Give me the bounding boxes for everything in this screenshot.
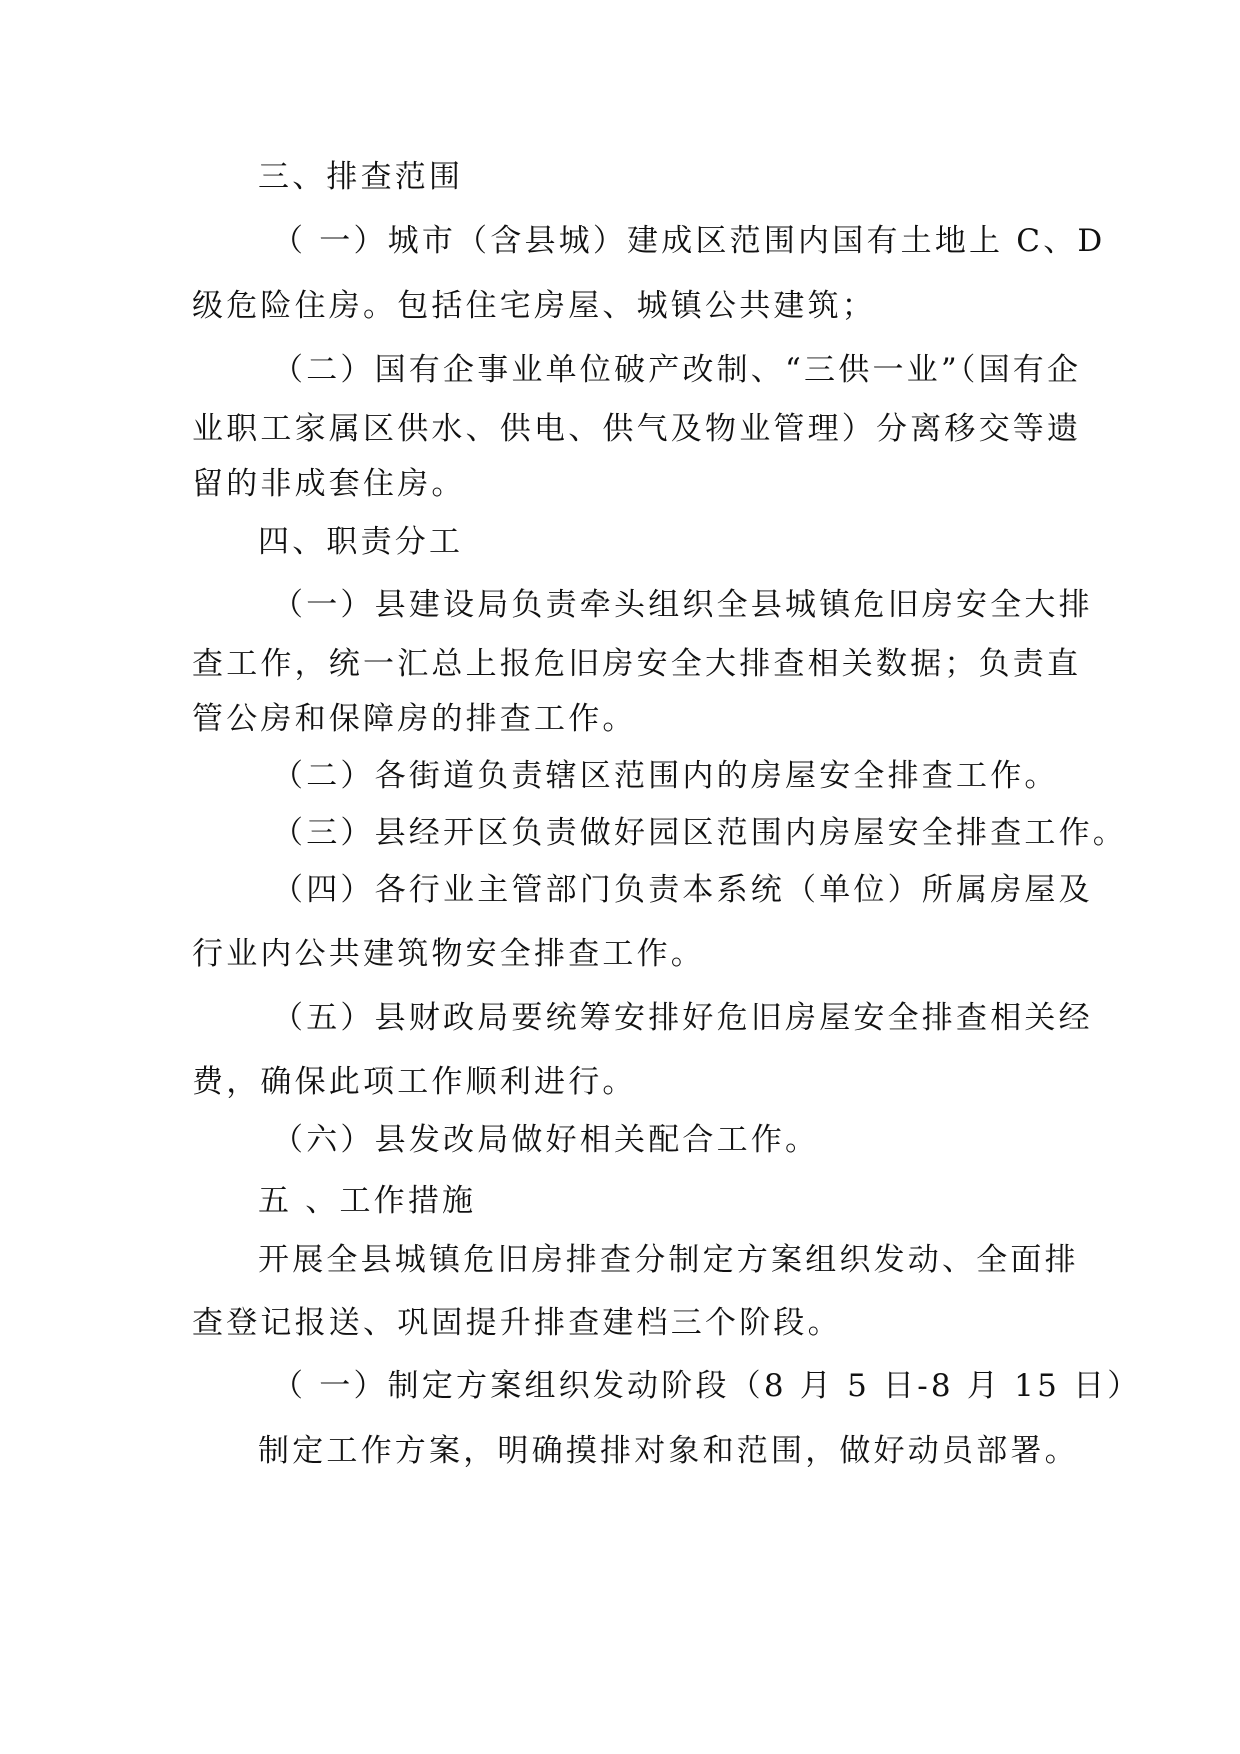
- paragraph-line: （一）县建设局负责牵头组织全县城镇危旧房安全大排: [272, 587, 1093, 623]
- paragraph-line: 查登记报送、巩固提升排查建档三个阶段。: [192, 1305, 842, 1341]
- paragraph-line: （ 一）制定方案组织发动阶段（8 月 5 日-8 月 15 日）: [272, 1368, 1142, 1404]
- paragraph-line: 管公房和保障房的排查工作。: [192, 701, 637, 737]
- paragraph-line: （四）各行业主管部门负责本系统（单位）所属房屋及: [272, 872, 1093, 908]
- paragraph-line: （二）国有企事业单位破产改制、“三供一业”（国有企: [272, 352, 1082, 388]
- paragraph-line: （三）县经开区负责做好园区范围内房屋安全排查工作。: [272, 815, 1127, 851]
- paragraph-line: 开展全县城镇危旧房排查分制定方案组织发动、全面排: [258, 1242, 1079, 1278]
- paragraph-line: 费，确保此项工作顺利进行。: [192, 1064, 637, 1100]
- paragraph-line: 业职工家属区供水、供电、供气及物业管理）分离移交等遗: [192, 411, 1082, 447]
- paragraph-line: （二）各街道负责辖区范围内的房屋安全排查工作。: [272, 758, 1059, 794]
- paragraph-line: （五）县财政局要统筹安排好危旧房屋安全排查相关经: [272, 1000, 1093, 1036]
- paragraph-line: 制定工作方案，明确摸排对象和范围，做好动员部署。: [258, 1433, 1079, 1469]
- paragraph-line: 级危险住房。包括住宅房屋、城镇公共建筑；: [192, 288, 876, 324]
- paragraph-line: 行业内公共建筑物安全排查工作。: [192, 936, 705, 972]
- section-heading-duties: 四、职责分工: [258, 524, 464, 560]
- section-heading-measures: 五 、工作措施: [258, 1183, 477, 1219]
- paragraph-line: 查工作，统一汇总上报危旧房安全大排查相关数据；负责直: [192, 646, 1082, 682]
- section-heading-scope: 三、排查范围: [258, 159, 464, 195]
- paragraph-line: （ 一）城市（含县城）建成区范围内国有土地上 C、D: [272, 223, 1106, 259]
- paragraph-line: （六）县发改局做好相关配合工作。: [272, 1122, 820, 1158]
- paragraph-line: 留的非成套住房。: [192, 466, 466, 502]
